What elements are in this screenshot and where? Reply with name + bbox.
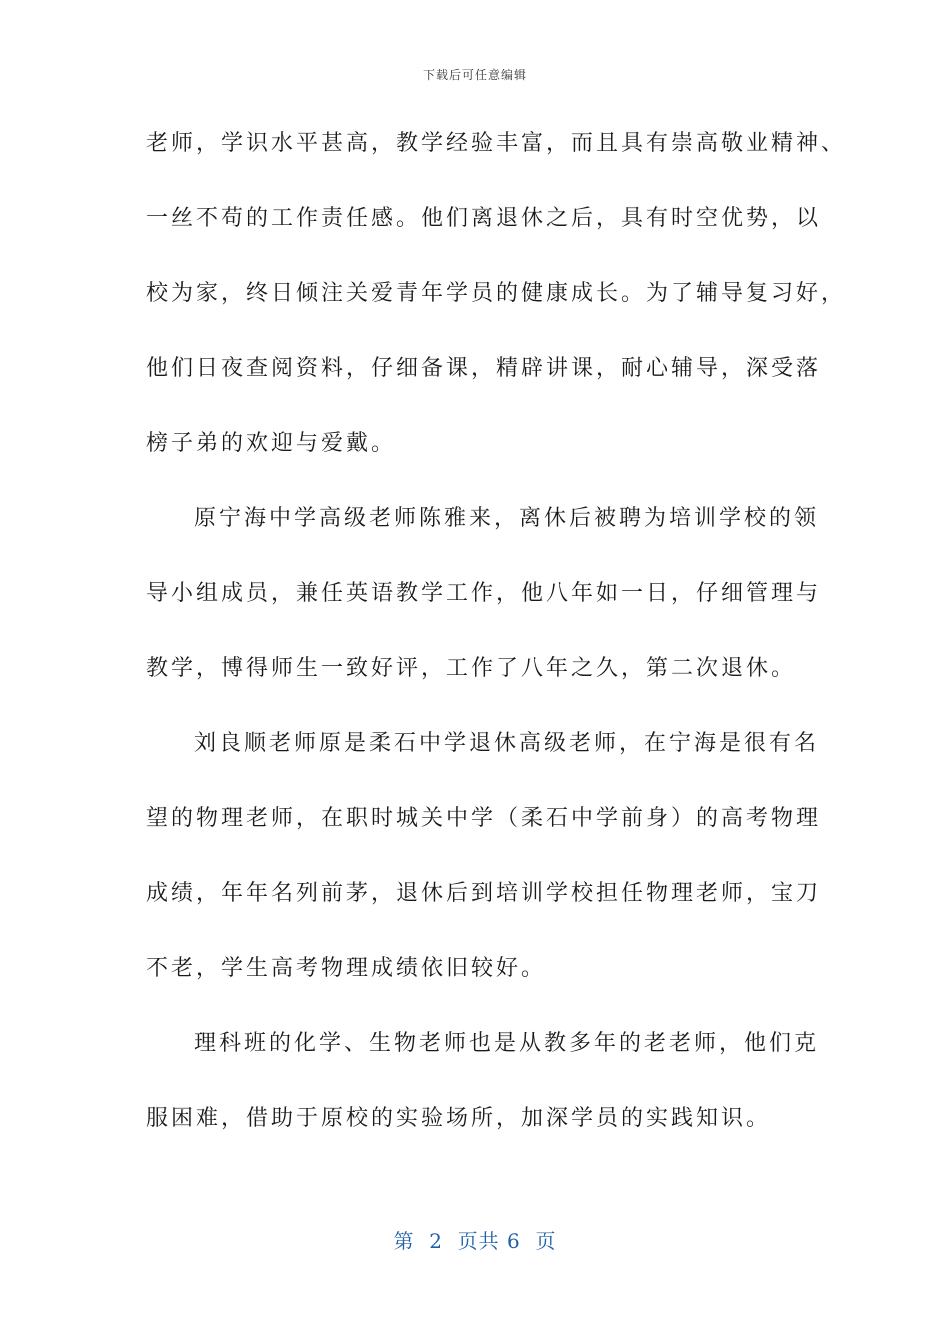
page-header-note: 下载后可任意编辑 — [422, 68, 527, 82]
text-line: 校为家，终日倾注关爱青年学员的健康成长。为了辅导复习好， — [146, 281, 847, 306]
paragraph-first-line: 理科班的化学、生物老师也是从教多年的老老师，他们克 — [194, 1031, 820, 1056]
paragraph-first-line: 原宁海中学高级老师陈雅来，离休后被聘为培训学校的领 — [194, 506, 820, 531]
text-line: 一丝不苟的工作责任感。他们离退休之后，具有时空优势，以 — [146, 206, 822, 231]
text-line: 望的物理老师，在职时城关中学（柔石中学前身）的高考物理 — [146, 806, 822, 831]
text-line: 他们日夜查阅资料，仔细备课，精辟讲课，耐心辅导，深受落 — [146, 356, 822, 381]
text-line: 导小组成员，兼任英语教学工作，他八年如一日，仔细管理与 — [146, 581, 822, 606]
text-line: 不老，学生高考物理成绩依旧较好。 — [146, 956, 547, 981]
text-line: 成绩，年年名列前茅，退休后到培训学校担任物理老师，宝刀 — [146, 881, 822, 906]
text-line: 教学，博得师生一致好评，工作了八年之久，第二次退休。 — [146, 656, 797, 681]
text-line: 服困难，借助于原校的实验场所，加深学员的实践知识。 — [146, 1106, 772, 1131]
text-line: 老师，学识水平甚高，教学经验丰富，而且具有崇高敬业精神、 — [146, 131, 847, 156]
paragraph-first-line: 刘良顺老师原是柔石中学退休高级老师，在宁海是很有名 — [194, 731, 820, 756]
document-body — [146, 124, 847, 1174]
text-line: 榜子弟的欢迎与爱戴。 — [146, 431, 397, 456]
page-number-footer: 第 2 页共 6 页 — [393, 1229, 557, 1253]
